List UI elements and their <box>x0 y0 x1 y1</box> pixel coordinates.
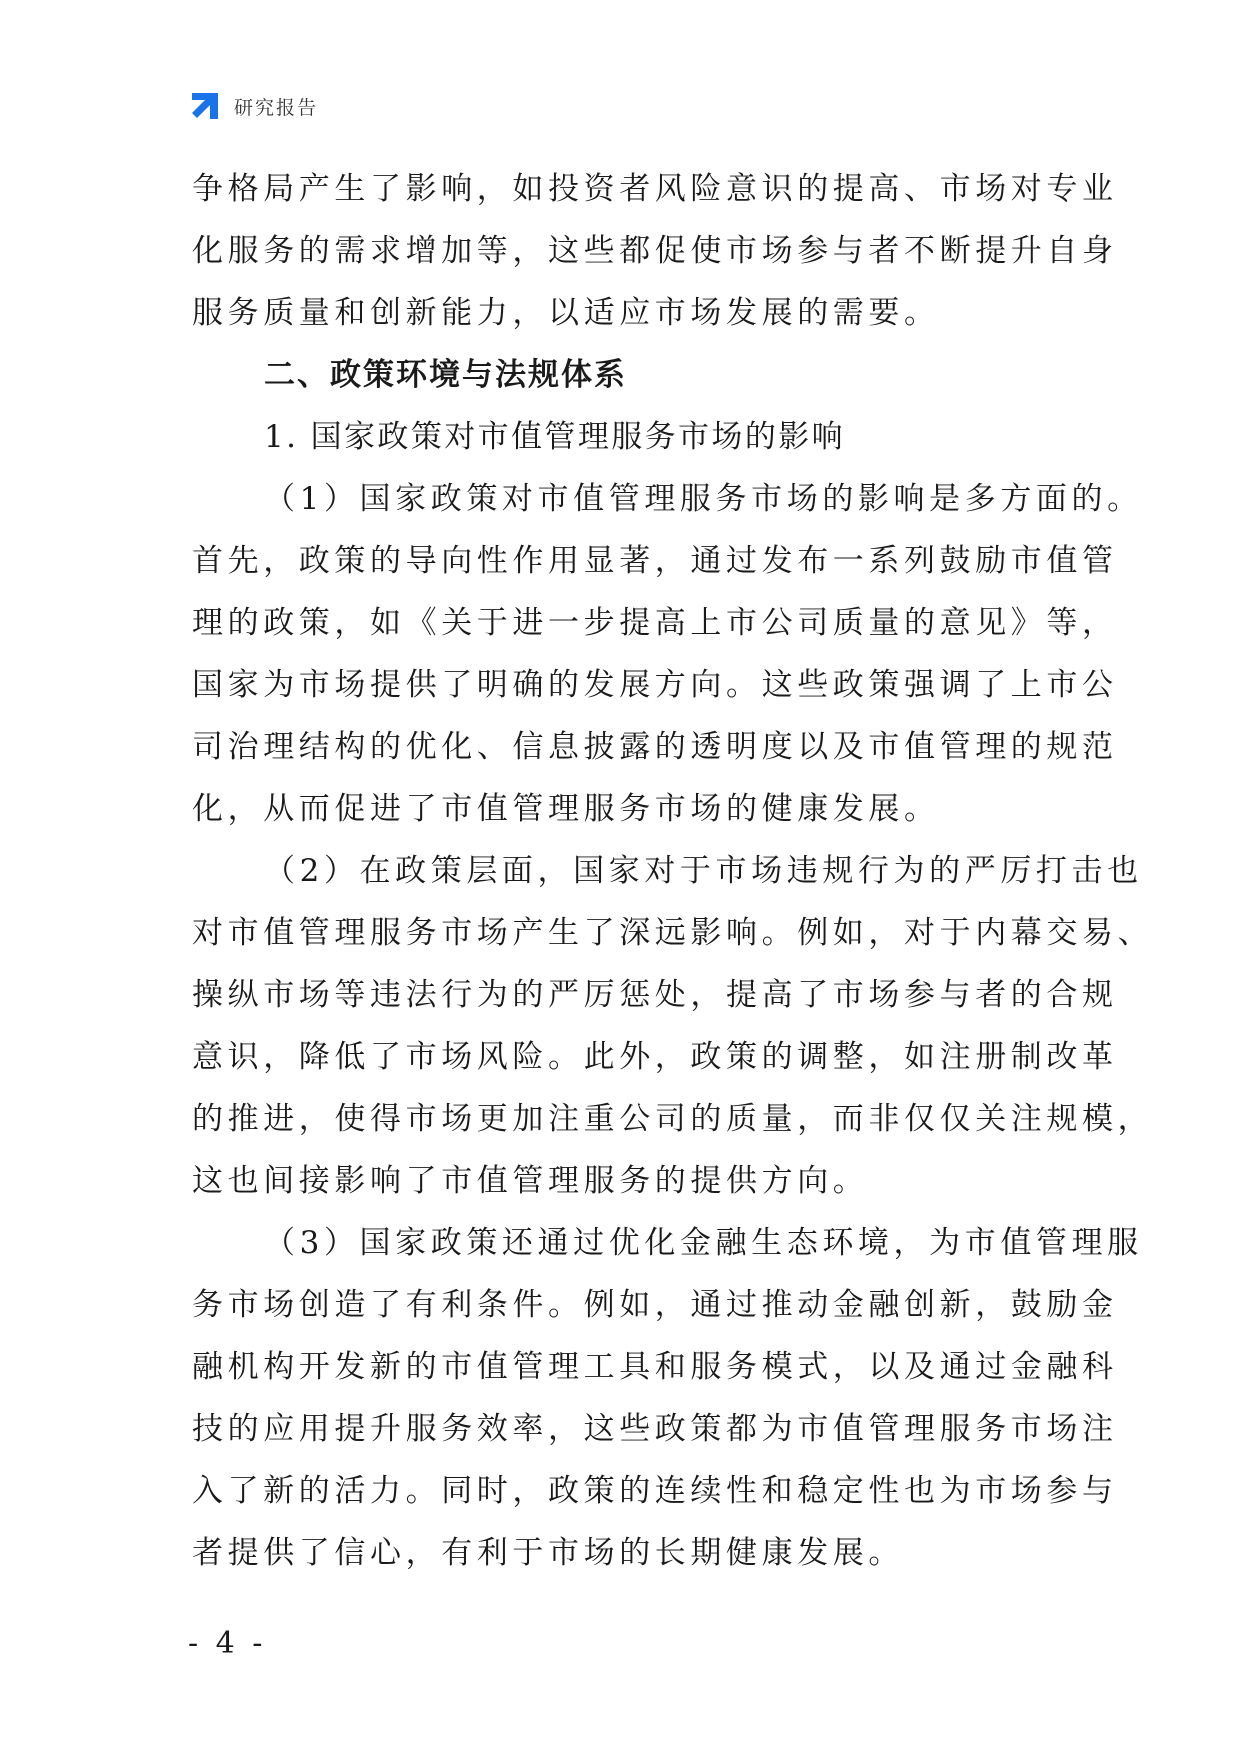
page-number: - 4 - <box>188 1626 267 1661</box>
text-line: 技的应用提升服务效率，这些政策都为市值管理服务市场注 <box>192 1411 1118 1447</box>
text-line: 争格局产生了影响，如投资者风险意识的提高、市场对专业 <box>192 171 1118 207</box>
text-line: 国家为市场提供了明确的发展方向。这些政策强调了上市公 <box>192 667 1118 703</box>
text-line: 这也间接影响了市值管理服务的提供方向。 <box>192 1163 869 1199</box>
arrow-logo-icon <box>188 89 222 123</box>
text-line: 服务质量和创新能力，以适应市场发展的需要。 <box>192 295 940 331</box>
text-line: 意识，降低了市场风险。此外，政策的调整，如注册制改革 <box>192 1039 1118 1075</box>
section-heading: 二、政策环境与法规体系 <box>264 357 627 393</box>
text-line: 融机构开发新的市值管理工具和服务模式，以及通过金融科 <box>192 1349 1118 1385</box>
text-line: 理的政策，如《关于进一步提高上市公司质量的意见》等， <box>192 605 1118 641</box>
text-line: （1）国家政策对市值管理服务市场的影响是多方面的。 <box>264 481 1143 517</box>
page-header <box>188 86 318 126</box>
text-line: 司治理结构的优化、信息披露的透明度以及市值管理的规范 <box>192 729 1118 765</box>
text-line: 者提供了信心，有利于市场的长期健康发展。 <box>192 1535 904 1571</box>
header-title: 研究报告 <box>234 96 319 119</box>
text-line: （3）国家政策还通过优化金融生态环境，为市值管理服 <box>264 1225 1143 1261</box>
text-line: 化，从而促进了市值管理服务市场的健康发展。 <box>192 791 940 827</box>
text-line: 务市场创造了有利条件。例如，通过推动金融创新，鼓励金 <box>192 1287 1118 1323</box>
text-line: （2）在政策层面，国家对于市场违规行为的严厉打击也 <box>264 853 1143 889</box>
text-line: 首先，政策的导向性作用显著，通过发布一系列鼓励市值管 <box>192 543 1118 579</box>
text-line: 对市值管理服务市场产生了深远影响。例如，对于内幕交易、 <box>192 915 1154 951</box>
text-line: 的推进，使得市场更加注重公司的质量，而非仅仅关注规模， <box>192 1101 1154 1137</box>
text-line: 入了新的活力。同时，政策的连续性和稳定性也为市场参与 <box>192 1473 1118 1509</box>
subsection-heading: 1. 国家政策对市值管理服务市场的影响 <box>264 419 846 455</box>
text-line: 操纵市场等违法行为的严厉惩处，提高了市场参与者的合规 <box>192 977 1118 1013</box>
document-body <box>192 158 1154 1584</box>
text-line: 化服务的需求增加等，这些都促使市场参与者不断提升自身 <box>192 233 1118 269</box>
